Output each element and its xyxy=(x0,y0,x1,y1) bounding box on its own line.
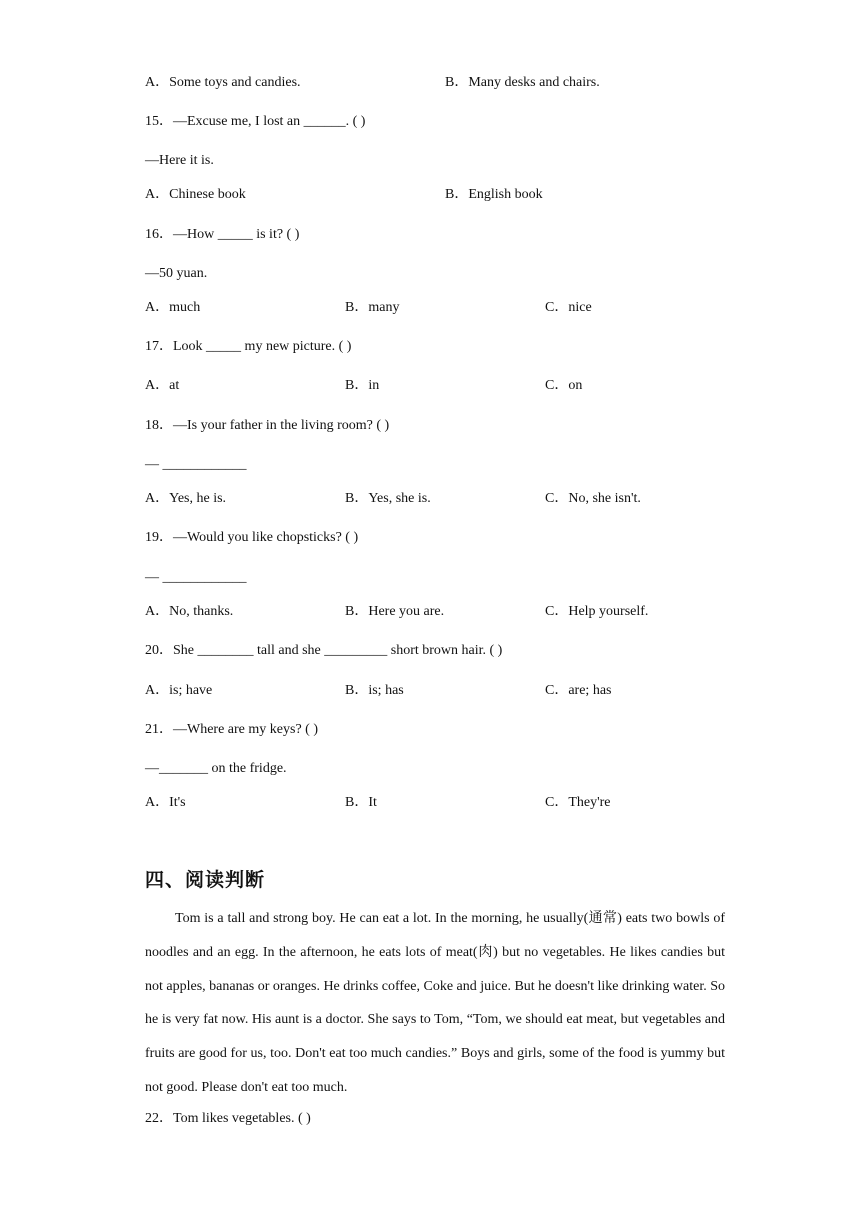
section-heading-reading: 四、阅读判断 xyxy=(145,869,266,891)
q16-option-a: A．much xyxy=(145,300,201,315)
q17-option-c: C．on xyxy=(545,378,583,393)
q16-reply: —50 yuan. xyxy=(145,266,208,281)
q15-option-a: A．Chinese book xyxy=(145,187,246,202)
q20-option-a: A．is; have xyxy=(145,683,213,698)
q21-option-a: A．It's xyxy=(145,795,186,810)
q20-option-b: B．is; has xyxy=(345,683,404,698)
q21-stem: 21．—Where are my keys? ( ) xyxy=(145,722,318,737)
q22-stem: 22．Tom likes vegetables. ( ) xyxy=(145,1111,311,1126)
q20-option-c: C．are; has xyxy=(545,683,612,698)
q21-option-c: C．They're xyxy=(545,795,611,810)
q19-option-c: C．Help yourself. xyxy=(545,604,649,619)
q18-stem: 18．—Is your father in the living room? ( ) xyxy=(145,418,390,433)
q18-reply: — ____________ xyxy=(145,457,247,472)
q18-option-c: C．No, she isn't. xyxy=(545,491,641,506)
q15-reply: —Here it is. xyxy=(145,153,214,168)
q16-stem: 16．—How _____ is it? ( ) xyxy=(145,227,300,242)
q19-option-a: A．No, thanks. xyxy=(145,604,234,619)
q19-stem: 19．—Would you like chopsticks? ( ) xyxy=(145,530,359,545)
q15-option-b: B．English book xyxy=(445,187,543,202)
q17-option-a: A．at xyxy=(145,378,180,393)
q17-option-b: B．in xyxy=(345,378,380,393)
q18-option-b: B．Yes, she is. xyxy=(345,491,431,506)
q16-option-b: B．many xyxy=(345,300,400,315)
q21-option-b: B．It xyxy=(345,795,377,810)
q16-option-c: C．nice xyxy=(545,300,592,315)
q14-option-a: A．Some toys and candies. xyxy=(145,75,301,90)
q18-option-a: A．Yes, he is. xyxy=(145,491,227,506)
q20-stem: 20．She ________ tall and she _________ short brown hair. ( ) xyxy=(145,643,503,658)
q15-stem: 15．—Excuse me, I lost an ______. ( ) xyxy=(145,114,366,129)
reading-passage: Tom is a tall and strong boy. He can eat a lot. In the morning, he usually(通常) eats two bowls of noodles and an egg. In the afternoon, he eats lots of meat(肉) but no vegetables. He likes candies but not apples, bananas or oranges. He drinks coffee, Coke and juice. But he doesn't like drinking water. So he is very fat now. His aunt is a doctor. She says to Tom, “Tom, we should eat meat, but vegetables and fruits are good for us, too. Don't eat too much candies.” Boys and girls, some of the food is yummy but not good. Please don't eat too much. xyxy=(145,911,726,1095)
q19-option-b: B．Here you are. xyxy=(345,604,445,619)
q17-stem: 17．Look _____ my new picture. ( ) xyxy=(145,339,352,354)
q19-reply: — ____________ xyxy=(145,570,247,585)
q14-option-b: B．Many desks and chairs. xyxy=(445,75,600,90)
q21-reply: —_______ on the fridge. xyxy=(145,761,287,776)
